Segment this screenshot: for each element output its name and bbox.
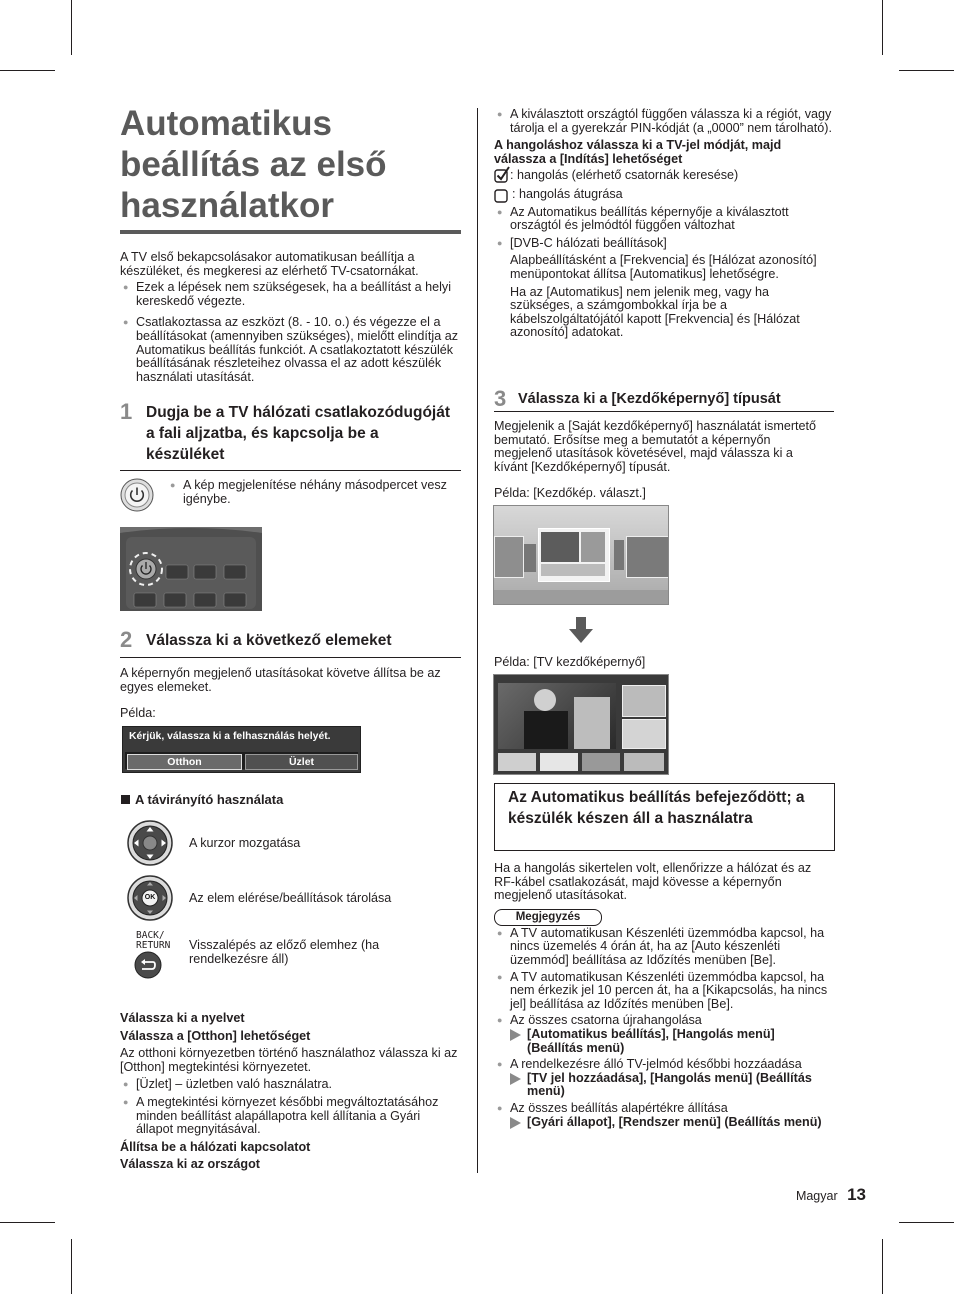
cursor-desc: A kurzor mozgatása xyxy=(189,836,301,850)
intro-bullet: ● Ezek a lépések nem szükségesek, ha a beállítást a helyi kereskedő végezte. xyxy=(120,281,460,308)
dialog-title: Kérjük, válassza ki a felhasználás helyét. xyxy=(129,731,331,742)
arrow-right-icon xyxy=(510,1073,521,1085)
note-item: ● Az összes beállítás alapértékre állítása xyxy=(494,1102,829,1116)
crop-mark xyxy=(899,1222,954,1223)
intro-section xyxy=(120,251,460,384)
note-item: ● A rendelkezésre álló TV-jelmód későbbi hozzáadása xyxy=(494,1058,829,1072)
note-path: [Automatikus beállítás], [Hangolás menü] (Beállítás menü) xyxy=(494,1028,829,1055)
remote-usage-heading: A távirányító használata xyxy=(121,792,283,807)
crop-mark xyxy=(0,70,55,71)
ok-label: OK xyxy=(144,894,156,901)
ok-desc: Az elem elérése/beállítások tárolása xyxy=(189,891,392,905)
checkbox-checked-icon xyxy=(494,166,510,183)
crop-mark xyxy=(882,1239,883,1294)
completion-text: Ha a hangolás sikertelen volt, ellenőrizze a hálózat és az RF-kábel csatlakozását, majd kövesse a képernyőn megjelenő utasításokat. xyxy=(494,861,812,903)
intro-text: A TV első bekapcsolásakor automatikusan beállítja a készüléket, és megkeresi az elérhető TV-csatornákat. xyxy=(120,250,419,278)
footer xyxy=(760,1185,866,1205)
step1-bullet-area xyxy=(167,479,457,506)
title-rule xyxy=(120,230,461,234)
step2-heading: 2 Válassza ki a következő elemeket xyxy=(120,630,461,658)
crop-mark xyxy=(71,0,72,55)
intro-bullet: ● Csatlakoztassa az eszközt (8. - 10. o.) és végezze el a beállításokat (amennyiben szükséges), mielőtt elindítja az Automatikus beállítás funkciót. A csatlakoztatott készülék beállításának részleteihez olvassa el az adott készülék használati utasítását. xyxy=(120,316,460,384)
step3-text: Megjelenik a [Saját kezdőképernyő] használatát ismertető bemutató. Erősítse meg a bemutatót a képernyőn megjelenő utasítások követésével, majd válassza ki a kívánt [Kezdőképernyő] típusát. Példa: [Kezdőkép. választ.] xyxy=(494,419,817,501)
page-title: Automatikus beállítás az első használatkor xyxy=(120,104,387,225)
note-path: [TV jel hozzáadása], [Hangolás menü] (Beállítás menü) xyxy=(494,1072,829,1099)
dvbc-text1: Alapbeállításként a [Frekvencia] és [Hálózat azonosító] menüpontokat állítsa [Automatikus] lehetőségre. xyxy=(510,253,817,281)
crop-mark xyxy=(0,1222,55,1223)
power-button-icon xyxy=(120,478,154,512)
column-divider xyxy=(477,108,478,1173)
choose-language: Válassza ki a nyelvet xyxy=(120,1011,245,1025)
step3-heading: 3 Válassza ki a [Kezdőképernyő] típusát xyxy=(494,389,834,412)
country-step: Válassza ki az országot xyxy=(120,1157,260,1172)
ok-button-icon xyxy=(126,875,174,921)
completion-box xyxy=(494,783,835,851)
note-path: [Gyári állapot], [Rendszer menü] (Beállítás menü) xyxy=(494,1116,829,1130)
back-return-icon xyxy=(134,951,162,979)
tuning-heading: A hangoláshoz válassza ki a TV-jel módját, majd válassza a [Indítás] lehetőséget xyxy=(494,138,782,166)
network-step: Állítsa be a hálózati kapcsolatot xyxy=(120,1139,311,1154)
skip-row: : hangolás átugrása xyxy=(494,188,834,202)
note-item: ● A TV automatikusan Készenléti üzemmódba kapcsol, ha nincs üzemelés 4 órán át, ha az [Auto készenléti üzemmód] beállítása az Időzítés menüben [Be]. xyxy=(494,927,829,968)
page-number: 13 xyxy=(847,1185,866,1204)
crop-mark xyxy=(71,1239,72,1294)
option-shop-button[interactable]: Üzlet xyxy=(245,754,358,770)
note-label-badge: Megjegyzés xyxy=(494,909,602,926)
example2-label: Példa: [TV kezdőképernyő] xyxy=(494,655,646,669)
choose-home: Válassza a [Otthon] lehetőséget xyxy=(120,1028,311,1043)
dvbc-bullet: ● [DVB-C hálózati beállítások] xyxy=(494,237,834,251)
step1-bullet: ● A kép megjelenítése néhány másodpercet vesz igénybe. xyxy=(167,479,457,506)
right-top xyxy=(494,108,834,340)
remote-control-illustration xyxy=(120,527,262,611)
tune-row: : hangolás (elérhető csatornák keresése) xyxy=(494,169,834,183)
arrow-right-icon xyxy=(510,1117,521,1129)
home-screen-select-screenshot xyxy=(493,505,669,605)
cursor-buttons-icon xyxy=(126,820,174,866)
back-desc: Visszalépés az előző elemhez (ha rendelkezésre áll) xyxy=(189,938,380,966)
crop-mark xyxy=(882,0,883,55)
step2-text: A képernyőn megjelenő utasításokat követve állítsa be az egyes elemeket. Példa: xyxy=(120,666,441,721)
change-bullet: ● A megtekintési környezet későbbi megváltoztatásához minden beállítást alapállapotra kell állítania a Gyári állapot megnyitásával. xyxy=(120,1096,460,1137)
crop-mark xyxy=(899,70,954,71)
region-bullet: ● A kiválasztott országtól függően válassza ki a régiót, vagy tárolja el a gyerekzár PIN-kódját (a „0000” nem tárolható). xyxy=(494,108,834,135)
completion-section xyxy=(494,862,829,1129)
step1-heading: 1 Dugja be a TV hálózati csatlakozódugóját a fali aljzatba, és kapcsolja be a készüléket xyxy=(120,402,461,471)
location-dialog xyxy=(122,726,361,773)
checkbox-empty-icon xyxy=(494,189,509,203)
screen-bullet: ● Az Automatikus beállítás képernyője a kiválasztott országtól és jelmódtól függően változhat xyxy=(494,206,834,233)
completion-title: Az Automatikus beállítás befejeződött; a készülék készen áll a használatra xyxy=(508,789,805,827)
home-text: Az otthoni környezetben történő használathoz válassza ki az [Otthon] megtekintési környezetet. xyxy=(120,1046,458,1074)
shop-bullet: ● [Üzlet] – üzletben való használatra. xyxy=(120,1078,460,1092)
step2-lower xyxy=(120,1012,460,1172)
note-item: ● A TV automatikusan Készenléti üzemmódba kapcsol, ha nem érkezik jel 10 percen át, ha a [Kikapcsolás, ha nincs jel] beállítása az Időzítés menüben [Be]. xyxy=(494,971,829,1012)
option-home-button[interactable]: Otthon xyxy=(127,754,242,770)
note-item: ● Az összes csatorna újrahangolása xyxy=(494,1014,829,1028)
back-return-label: BACK/ RETURN xyxy=(136,930,171,951)
tv-home-screen-screenshot xyxy=(493,674,669,775)
square-bullet-icon xyxy=(121,795,130,804)
dvbc-text2: Ha az [Automatikus] nem jelenik meg, vagy ha szükséges, a számgombokkal írja be a kábelszolgáltatójától kapott [Frekvencia] és [Hálózat azonosító] adatokat. xyxy=(510,284,800,340)
down-arrow-icon xyxy=(569,617,593,643)
arrow-right-icon xyxy=(510,1029,521,1041)
footer-language: Magyar xyxy=(795,1189,838,1203)
